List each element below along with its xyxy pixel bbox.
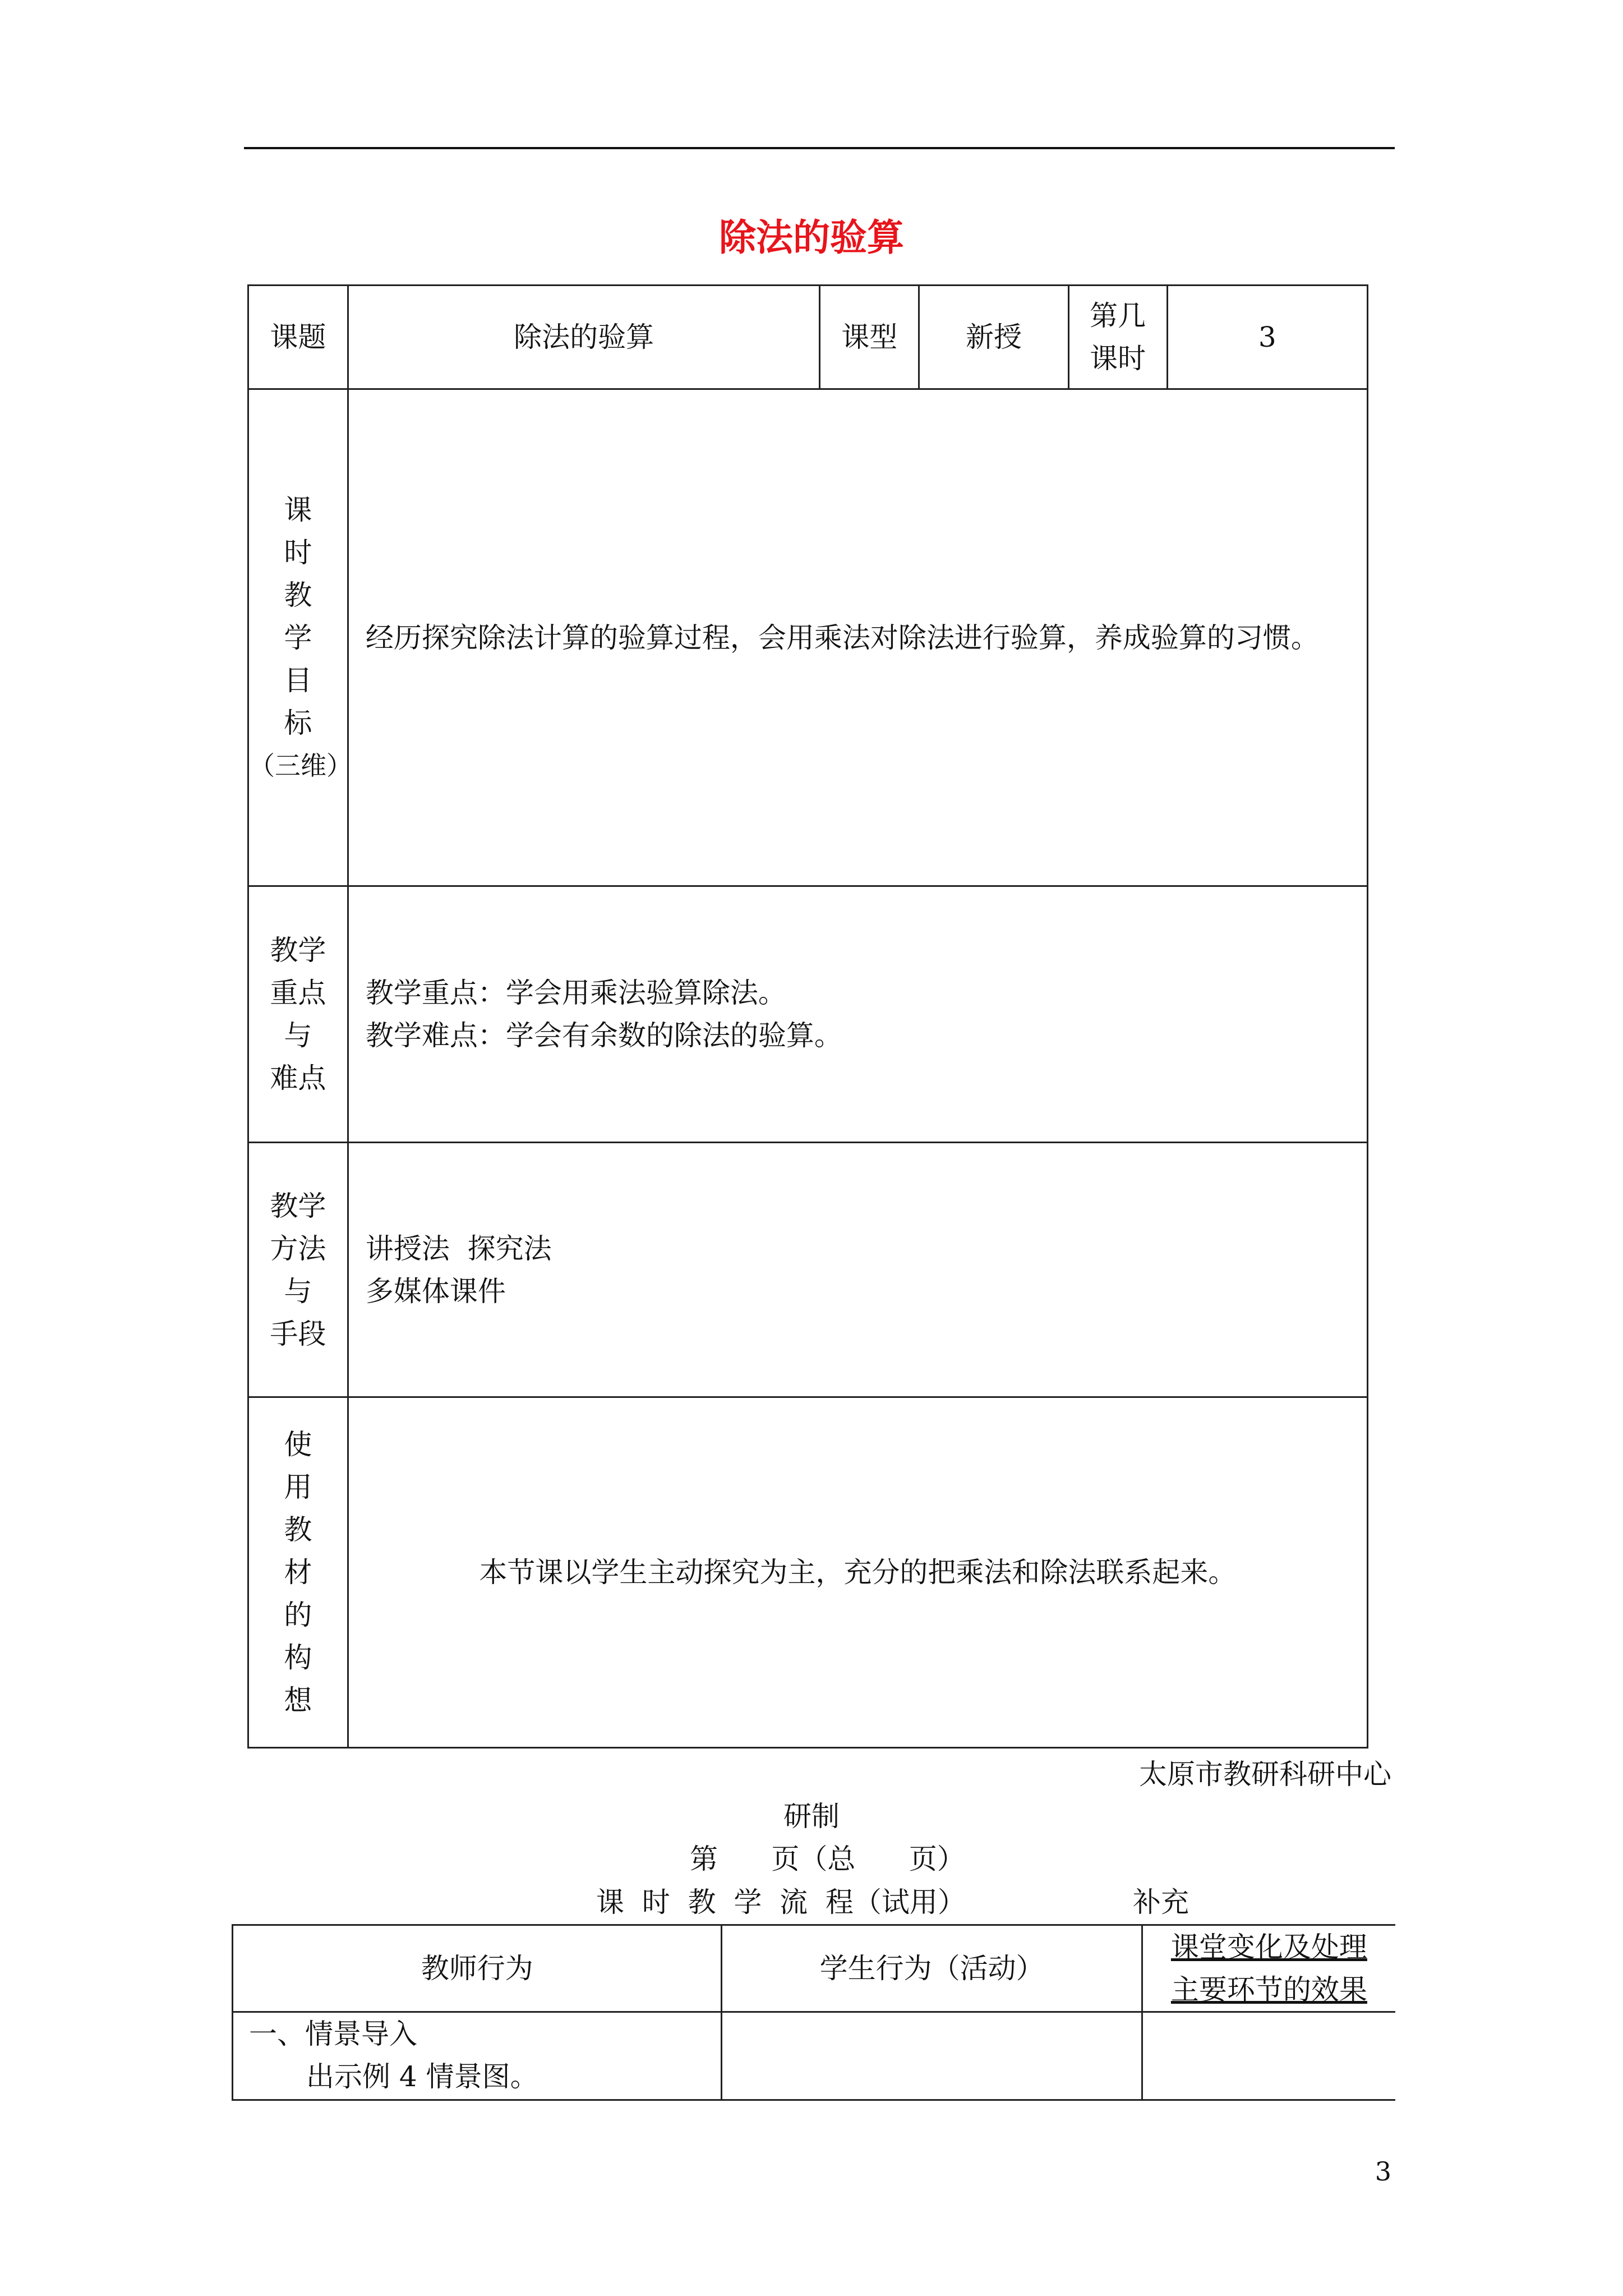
flow-header-row [233, 1925, 1396, 2012]
difficult-point: 教学难点：学会有余数的除法的验算。 [365, 1019, 842, 1052]
flow-row [233, 2012, 1396, 2100]
goals-label-char: 学 [284, 621, 312, 654]
flow-step-detail: 出示例 4 情景图。 [306, 2060, 538, 2093]
made-by: 研制 [783, 1800, 840, 1833]
effect-header-line2: 主要环节的效果 [1170, 1973, 1367, 2006]
student-header: 学生行为（活动） [722, 1925, 1142, 2012]
material-row [248, 1397, 1368, 1748]
lesson-plan-table [247, 284, 1368, 1749]
goals-label [248, 389, 352, 886]
goals-label-char: 时 [284, 536, 312, 569]
teaching-flow-table [232, 1924, 1395, 2101]
page-title: 除法的验算 [719, 215, 904, 259]
header-rule [244, 147, 1395, 149]
goals-label-char: （三维） [249, 750, 352, 781]
material-label-char: 的 [284, 1599, 312, 1631]
type-label: 课型 [820, 286, 919, 389]
period-label-line2: 课时 [1090, 342, 1146, 375]
topic-value: 除法的验算 [348, 286, 820, 389]
teacher-action [233, 2012, 722, 2100]
key-label-line: 与 [284, 1019, 312, 1052]
key-label-line: 难点 [270, 1062, 326, 1094]
key-point: 教学重点：学会用乘法验算除法。 [365, 977, 786, 1009]
material-label-char: 使 [284, 1428, 312, 1461]
material-label [248, 1397, 348, 1748]
goals-label-char: 目 [284, 664, 312, 697]
method-label [248, 1143, 348, 1397]
material-label-char: 用 [284, 1471, 312, 1503]
method-text [348, 1143, 1367, 1397]
method-label-line: 教学 [270, 1189, 326, 1222]
plan-header-row [248, 286, 1368, 389]
method-label-line: 与 [284, 1274, 312, 1308]
flow-step-title: 一、情景导入 [249, 2018, 417, 2050]
key-label-line: 重点 [270, 977, 326, 1009]
material-label-char: 构 [284, 1641, 312, 1674]
flow-title: 课 时 教 学 流 程（试用） [596, 1886, 966, 1918]
effect-header-line1: 课堂变化及处理 [1170, 1931, 1367, 1963]
method-line: 多媒体课件 [365, 1274, 506, 1308]
key-points-label [248, 886, 348, 1143]
method-line: 讲授法 探究法 [365, 1232, 552, 1265]
type-value: 新授 [919, 286, 1069, 389]
key-points-row [248, 886, 1368, 1143]
material-label-char: 想 [284, 1684, 312, 1717]
period-label-line1: 第几 [1090, 300, 1146, 332]
material-text: 本节课以学生主动探究为主，充分的把乘法和除法联系起来。 [348, 1397, 1367, 1748]
effect-cell [1142, 2012, 1395, 2100]
goals-row [248, 389, 1368, 886]
material-label-char: 材 [284, 1556, 312, 1589]
student-action [722, 2012, 1142, 2100]
page-info: 第 页（总 页） [690, 1843, 965, 1875]
goals-label-char: 标 [284, 706, 312, 739]
period-value: 3 [1167, 286, 1367, 389]
key-label-line: 教学 [270, 934, 326, 967]
method-row [248, 1143, 1368, 1397]
supplement-label: 补充 [1133, 1886, 1189, 1918]
material-label-char: 教 [284, 1513, 312, 1546]
period-label [1068, 286, 1167, 389]
effect-header [1142, 1925, 1395, 2012]
teacher-header: 教师行为 [233, 1925, 722, 2012]
method-label-line: 手段 [270, 1317, 326, 1350]
page-number: 3 [1375, 2156, 1391, 2187]
method-label-line: 方法 [270, 1232, 326, 1265]
key-points-text [348, 886, 1367, 1143]
goals-label-char: 课 [284, 493, 312, 526]
topic-label: 课题 [248, 286, 348, 389]
org-name: 太原市教研科研中心 [1139, 1758, 1391, 1791]
goals-text: 经历探究除法计算的验算过程，会用乘法对除法进行验算，养成验算的习惯。 [348, 389, 1367, 886]
goals-label-char: 教 [284, 578, 312, 611]
